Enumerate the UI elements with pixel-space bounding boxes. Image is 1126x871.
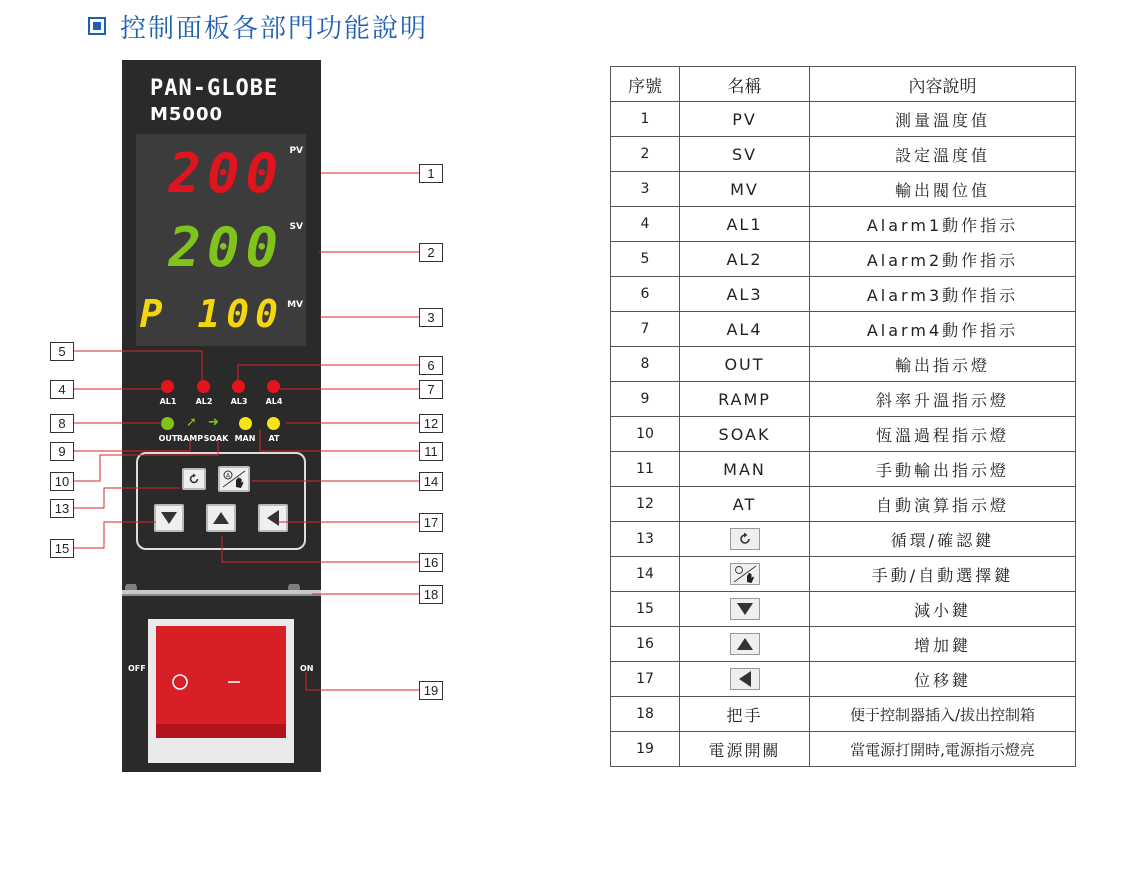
row-name: AL3	[680, 277, 810, 312]
al2-label: AL2	[195, 397, 213, 406]
row-number: 16	[611, 627, 680, 662]
row-key-icon-cell	[680, 557, 810, 592]
down-key-icon	[730, 598, 760, 620]
callout-6: 6	[419, 356, 443, 375]
row-name: SV	[680, 137, 810, 172]
table-row	[611, 312, 1076, 347]
row-name: SOAK	[680, 417, 810, 452]
soak-arrow-icon: ➜	[208, 415, 219, 430]
row-number: 5	[611, 242, 680, 277]
table-row	[611, 557, 1076, 592]
row-number: 14	[611, 557, 680, 592]
row-description: 減小鍵	[810, 592, 1076, 627]
row-description: 斜率升溫指示燈	[810, 382, 1076, 417]
ramp-arrow-icon: ➚	[186, 415, 197, 430]
left-key-icon	[730, 668, 760, 690]
row-description: 輸出閥位值	[810, 172, 1076, 207]
callout-17: 17	[419, 513, 443, 532]
row-description: 設定溫度值	[810, 137, 1076, 172]
at-label: AT	[268, 434, 280, 443]
row-description: 當電源打開時,電源指示燈亮	[810, 732, 1076, 767]
sv-tag: SV	[289, 222, 303, 232]
callout-13: 13	[50, 499, 74, 518]
row-description: 輸出指示燈	[810, 347, 1076, 382]
al4-label: AL4	[265, 397, 283, 406]
cycle-key-icon	[730, 528, 760, 550]
row-description: 恆溫過程指示燈	[810, 417, 1076, 452]
row-name: 把手	[680, 697, 810, 732]
table-row	[611, 697, 1076, 732]
row-name: MAN	[680, 452, 810, 487]
row-key-icon-cell	[680, 592, 810, 627]
row-number: 15	[611, 592, 680, 627]
row-key-icon-cell	[680, 662, 810, 697]
row-number: 6	[611, 277, 680, 312]
row-number: 17	[611, 662, 680, 697]
function-table	[610, 66, 1076, 767]
table-row	[611, 242, 1076, 277]
table-row	[611, 102, 1076, 137]
callout-2: 2	[419, 243, 443, 262]
table-header-row	[611, 67, 1076, 102]
mv-display: P 100	[139, 292, 284, 336]
on-label: ON	[300, 664, 314, 673]
row-number: 8	[611, 347, 680, 382]
callout-15: 15	[50, 539, 74, 558]
row-number: 2	[611, 137, 680, 172]
table-row	[611, 207, 1076, 242]
row-name: AL4	[680, 312, 810, 347]
row-description: 循環/確認鍵	[810, 522, 1076, 557]
table-row	[611, 417, 1076, 452]
svg-text:A: A	[225, 472, 231, 480]
row-description: 測量溫度值	[810, 102, 1076, 137]
callout-11: 11	[419, 442, 443, 461]
row-description: 自動演算指示燈	[810, 487, 1076, 522]
header-description: 內容說明	[810, 67, 1076, 102]
table-row	[611, 732, 1076, 767]
table-row	[611, 382, 1076, 417]
callout-1: 1	[419, 164, 443, 183]
al3-label: AL3	[230, 397, 248, 406]
callout-19: 19	[419, 681, 443, 700]
table-row	[611, 487, 1076, 522]
row-number: 4	[611, 207, 680, 242]
pv-tag: PV	[289, 146, 303, 156]
table-row	[611, 592, 1076, 627]
row-number: 12	[611, 487, 680, 522]
row-name: RAMP	[680, 382, 810, 417]
row-description: Alarm4動作指示	[810, 312, 1076, 347]
table-row	[611, 277, 1076, 312]
model-label: M5000	[150, 104, 224, 125]
row-number: 18	[611, 697, 680, 732]
row-description: 便于控制器插入/拔出控制箱	[810, 697, 1076, 732]
callout-16: 16	[419, 553, 443, 572]
row-description: Alarm3動作指示	[810, 277, 1076, 312]
header-no: 序號	[611, 67, 680, 102]
callout-5: 5	[50, 342, 74, 361]
row-name: OUT	[680, 347, 810, 382]
row-description: 位移鍵	[810, 662, 1076, 697]
off-label: OFF	[128, 664, 146, 673]
row-key-icon-cell	[680, 522, 810, 557]
row-name: MV	[680, 172, 810, 207]
row-number: 9	[611, 382, 680, 417]
row-number: 11	[611, 452, 680, 487]
callout-4: 4	[50, 380, 74, 399]
row-number: 3	[611, 172, 680, 207]
row-description: 增加鍵	[810, 627, 1076, 662]
row-number: 1	[611, 102, 680, 137]
row-name: AT	[680, 487, 810, 522]
al1-label: AL1	[159, 397, 177, 406]
ramp-label: RAMP	[176, 434, 204, 443]
row-description: Alarm2動作指示	[810, 242, 1076, 277]
callout-18: 18	[419, 585, 443, 604]
header-name: 名稱	[680, 67, 810, 102]
callout-3: 3	[419, 308, 443, 327]
table-row	[611, 662, 1076, 697]
callout-8: 8	[50, 414, 74, 433]
auto-manual-key-icon	[730, 563, 760, 585]
row-number: 19	[611, 732, 680, 767]
pv-display: 200	[168, 142, 284, 205]
row-name: AL1	[680, 207, 810, 242]
up-key-icon	[730, 633, 760, 655]
soak-label: SOAK	[203, 434, 229, 443]
page-title: 控制面板各部門功能說明	[120, 13, 429, 44]
table-row	[611, 522, 1076, 557]
row-description: Alarm1動作指示	[810, 207, 1076, 242]
man-label: MAN	[234, 434, 256, 443]
callout-9: 9	[50, 442, 74, 461]
row-description: 手動/自動選擇鍵	[810, 557, 1076, 592]
row-name: PV	[680, 102, 810, 137]
table-row	[611, 347, 1076, 382]
row-name: 電源開關	[680, 732, 810, 767]
table-row	[611, 627, 1076, 662]
callout-14: 14	[419, 472, 443, 491]
row-number: 10	[611, 417, 680, 452]
out-label: OUT	[158, 434, 178, 443]
row-number: 7	[611, 312, 680, 347]
callout-10: 10	[50, 472, 74, 491]
table-row	[611, 172, 1076, 207]
table-row	[611, 452, 1076, 487]
row-number: 13	[611, 522, 680, 557]
table-row	[611, 137, 1076, 172]
mv-tag: MV	[287, 300, 303, 310]
brand-logo: PAN-GLOBE	[150, 76, 279, 101]
row-name: AL2	[680, 242, 810, 277]
callout-7: 7	[419, 380, 443, 399]
callout-12: 12	[419, 414, 443, 433]
row-description: 手動輸出指示燈	[810, 452, 1076, 487]
sv-display: 200	[168, 216, 284, 279]
row-key-icon-cell	[680, 627, 810, 662]
